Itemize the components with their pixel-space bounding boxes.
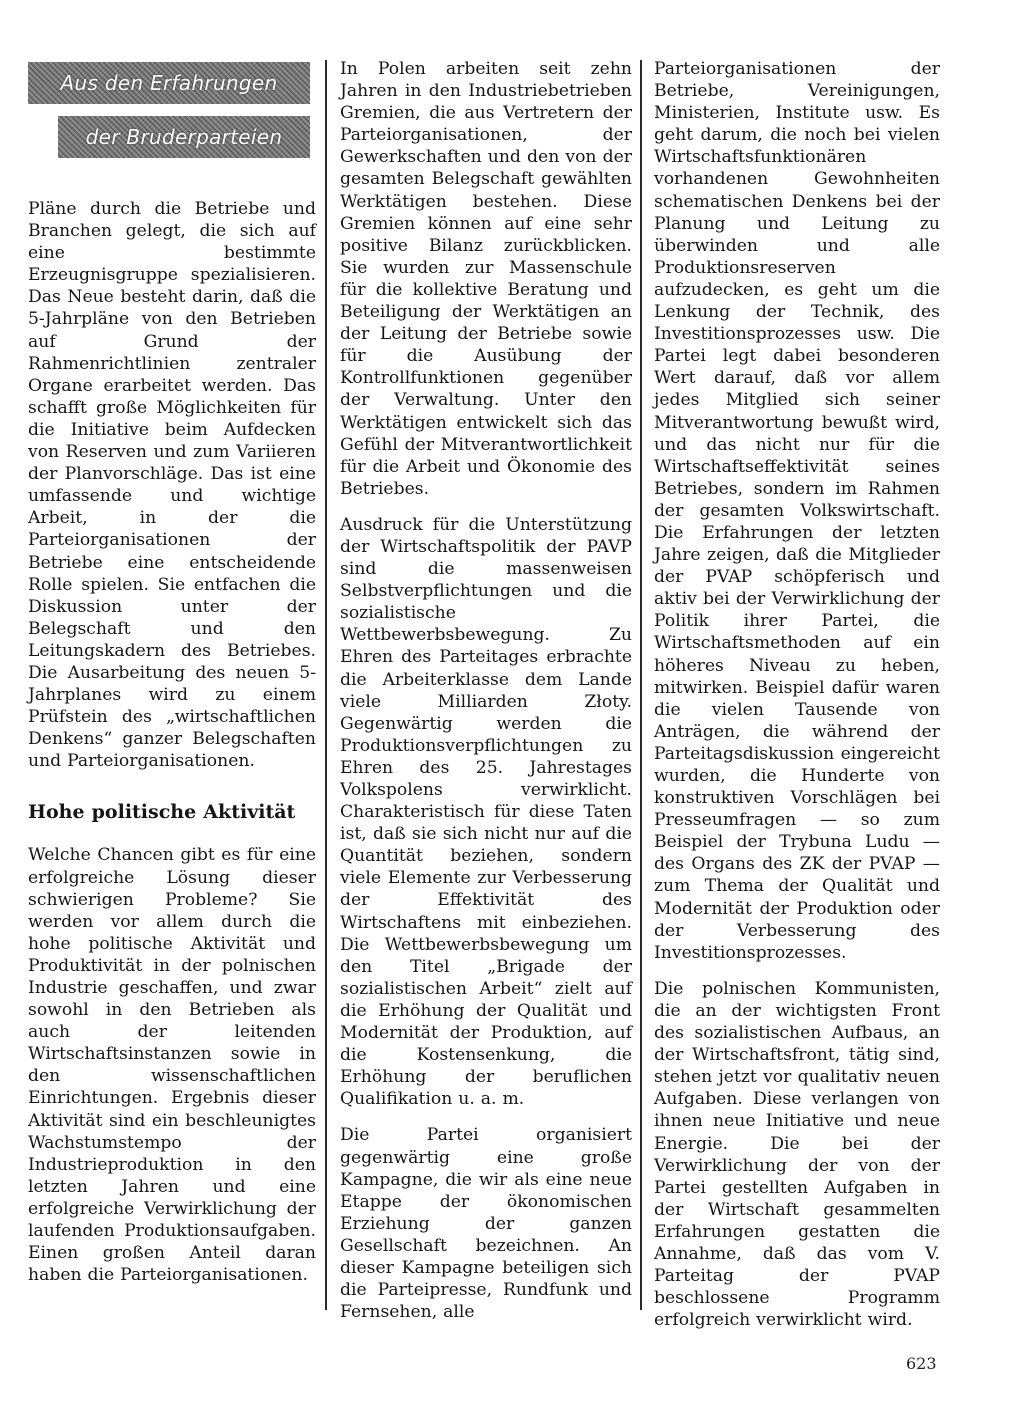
paragraph: Parteiorganisationen der Betriebe, Vereinigungen, Ministerien, Institute usw. Es geht darum, die noch bei vielen Wirtschaftsfunktionären vorhandenen Gewohnheiten schematischen Denkens bei der Planung und Leitung zu überwinden und alle Produktionsreserven aufzudecken, es geht um die Lenkung der Technik, des Investitionsprozesses usw. Die Partei legt dabei besonderen Wert darauf, daß vor allem jedes Mitglied sich seiner Mitverantwortung bewußt wird, und das nicht nur für die Wirtschaftseffektivität seines Betriebes, sondern im Rahmen der gesamten Volkswirtschaft. Die Erfahrungen der letzten Jahre zeigen, daß die Mitglieder der PVAP schöpferisch und aktiv bei der Verwirklichung der Politik ihrer Partei, die Wirtschaftsmethoden auf ein höheres Niveau zu heben, mitwirken. Beispiel dafür waren die vielen Tausende von Anträgen, die während der Parteitagsdiskussion eingereicht wurden, die Hunderte von konstruktiven Vorschlägen bei Presseumfragen — so zum Beispiel der Trybuna Ludu — des Organs des ZK der PVAP — zum Thema der Qualität und Modernität der Produktion oder der Verbesserung des Investitionsprozesses. — [654, 59, 940, 963]
text-column-1 — [28, 198, 316, 1300]
paragraph: Pläne durch die Betriebe und Branchen gelegt, die sich auf eine bestimmte Erzeugnisgruppe spezialisieren. Das Neue besteht darin, daß die 5-Jahrpläne von den Betrieben auf Grund der Rahmenrichtlinien zentraler Organe erarbeitet werden. Das schafft große Möglichkeiten für die Initiative beim Aufdecken von Reserven und zum Variieren der Planvorschläge. Das ist eine umfassende und wichtige Arbeit, in der die Parteiorganisationen der Betriebe eine entscheidende Rolle spielen. Sie entfachen die Diskussion unter der Belegschaft und den Leitungskadern des Betriebes. Die Ausarbeitung des neuen 5-Jahrplanes wird zu einem Prüfstein des „wirtschaftlichen Denkens“ ganzer Belegschaften und Parteiorganisationen. — [28, 199, 316, 772]
page-number: 623 — [906, 1354, 937, 1373]
paragraph: Ausdruck für die Unterstützung der Wirtschaftspolitik der PAVP sind die massenweisen Selbstverpflichtungen und die sozialistische Wettbewerbsbewegung. Zu Ehren des Parteitages erbrachte die Arbeiterklasse dem Lande viele Milliarden Złoty. Gegenwärtig werden die Produktionsverpflichtungen zu Ehren des 25. Jahrestages Volkspolens verwirklicht. Charakteristisch für diese Taten ist, daß sie sich nicht nur auf die Quantität beziehen, sondern viele Elemente zur Verbesserung der Effektivität des Wirtschaftens mit einbeziehen. Die Wettbewerbsbewegung um den Titel „Brigade der sozialistischen Arbeit“ zielt auf die Erhöhung der Qualität und Modernität der Produktion, auf die Kostensenkung, die Erhöhung der beruflichen Qualifikation u. a. m. — [340, 514, 632, 1110]
paragraph: Welche Chancen gibt es für eine erfolgreiche Lösung dieser schwierigen Probleme? Sie werden vor allem durch die hohe politische Aktivität und Produktivität in der polnischen Industrie geschaffen, und zwar sowohl in den Betrieben als auch der leitenden Wirtschaftsinstanzen sowie in den wissenschaftlichen Einrichtungen. Ergebnis dieser Aktivität sind ein beschleunigtes Wachstumstempo der Industrieproduktion in den letzten Jahren und eine erfolgreiche Verwirklichung der laufenden Produktionsaufgaben. Einen großen Anteil daran haben die Parteiorganisationen. — [28, 845, 316, 1286]
rubric-line-1: Aus den Erfahrungen — [28, 62, 310, 104]
paragraph: In Polen arbeiten seit zehn Jahren in den Industriebetrieben Gremien, die aus Vertretern der Parteiorganisationen, der Gewerkschaften und den von der gesamten Belegschaft gewählten Werktätigen bestehen. Diese Gremien können auf eine sehr positive Bilanz zurückblicken. Sie wurden zur Massenschule für die kollektive Beratung und Beteiligung der Werktätigen an der Leitung der Betriebe sowie für die Ausübung der Kontrollfunktionen gegenüber der Verwaltung. Unter den Werktätigen entwickelt sich das Gefühl der Mitverantwortlichkeit für die Arbeit und Ökonomie des Betriebes. — [340, 59, 632, 499]
rubric-line-2: der Bruderparteien — [58, 116, 310, 158]
paragraph: Die Partei organisiert gegenwärtig eine große Kampagne, die wir als eine neue Etappe der ökonomischen Erziehung der ganzen Gesellschaft bezeichnen. An dieser Kampagne beteiligen sich die Parteipresse, Rundfunk und Fernsehen, alle — [340, 1125, 632, 1323]
text-column-3 — [654, 58, 940, 1345]
text-column-2 — [340, 58, 632, 1337]
section-heading: Hohe politische Aktivität — [28, 801, 296, 824]
column-divider — [640, 60, 642, 1310]
section-rubric — [28, 62, 312, 158]
column-divider — [325, 60, 327, 1310]
paragraph: Die polnischen Kommunisten, die an der wichtigsten Front des sozialistischen Aufbaus, an der Wirtschaftsfront, tätig sind, stehen jetzt vor qualitativ neuen Aufgaben. Diese verlangen von ihnen neue Initiative und neue Energie. Die bei der Verwirklichung der von der Partei gestellten Aufgaben in der Wirtschaft gesammelten Erfahrungen gestatten die Annahme, daß das vom V. Parteitag der PVAP beschlossene Programm erfolgreich verwirklicht wird. — [654, 978, 940, 1331]
